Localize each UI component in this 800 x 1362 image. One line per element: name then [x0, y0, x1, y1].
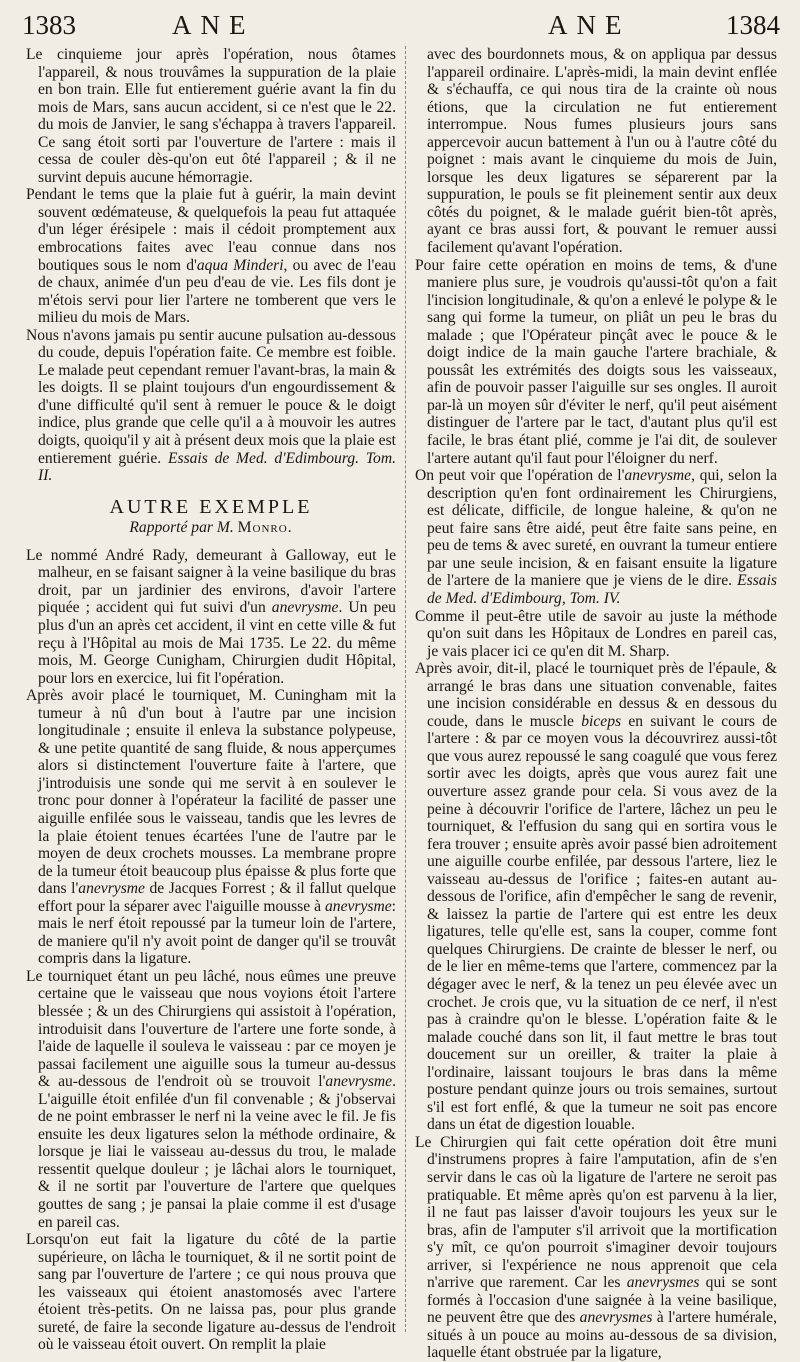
- paragraph: Lorsqu'on eut fait la ligature du côté de la partie supérieure, on lâcha le tourniquet, & il ne sortit point de sang par l'ouverture de l'artere ; ce qui nous prouva que les vaisseaux qui étoient anastomosés avec l'artere étoient très-petits. On ne laissa pas, pour plus grande sureté, de faire la seconde ligature au-dessus de l'endroit où le vaisseau étoit ouvert. On remplit la plaie: [26, 1231, 396, 1354]
- paragraph: Pendant le tems que la plaie fut à guérir, la main devint souvent œdémateuse, & quelquefois la peau fut attaquée d'un léger érésipele : mais il cédoit promptement aux embrocations faites avec l'eau connue dans nos boutiques sous le nom d'aqua Minderi, ou avec de l'eau de chaux, animée d'un peu d'eau de vie. Les fils dont je m'étois servi pour lier l'artere ne tomberent que vers le milieu du mois de Mars.: [26, 186, 396, 327]
- paragraph: Nous n'avons jamais pu sentir aucune pulsation au-dessous du coude, depuis l'opération faite. Ce membre est foible. Le malade peut cependant remuer l'avant-bras, la main & les doigts. Il se plaint toujours d'un engourdissement & d'une difficulté qu'il sent à remuer le pouce & le doigt indice, plus grande que celle qu'il a à mouvoir les autres doigts, quoiqu'il y ait à présent deux mois que la plaie est entierement guérie. Essais de Med. d'Edimbourg. Tom. II.: [26, 326, 396, 485]
- left-running-head: ANE: [172, 10, 255, 40]
- column-divider: [405, 46, 406, 1332]
- left-column: [26, 46, 396, 1354]
- paragraph: Le Chirurgien qui fait cette opération doit être muni d'instrumens propres à faire l'amputation, afin de s'en servir dans le cas où la ligature de l'artere ne seroit pas pratiquable. Et même après qu'on est parvenu à la lier, il ne faut pas laisser d'avoir toujours les yeux sur le bras, afin de l'amputer s'il arrivoit que la mortification s'y mît, ce qu'on pourroit s'imaginer devoir toujours arriver, si l'expérience ne nous apprenoit que cela n'arrive que rarement. Car les anevrysmes qui se sont formés à l'occasion d'une saignée à la veine basilique, ne peuvent être que des anevrysmes à l'artere humérale, situés à un pouce au moins au-dessous de sa division, laquelle étant obstruée par la ligature,: [415, 1133, 777, 1362]
- citation: Essais de Med. d'Edimbourg, Tom. IV.: [427, 572, 777, 607]
- paragraph: Le tourniquet étant un peu lâché, nous eûmes une preuve certaine que le vaisseau que nous voyions étoit l'artere blessée ; & un des Chirurgiens qui assistoit à l'opération, introduisit dans l'ouverture de l'artere une forte sonde, à l'aide de laquelle il souleva le vaisseau : par ce moyen je passai facilement une aiguille sous la tumeur au-dessus & au-dessous de l'endroit où se trouvoit l'anevrysme. L'aiguille étoit enfilée d'un fil convenable ; & j'observai de ne point embrasser le nerf ni la veine avec le fil. Je fis ensuite les deux ligatures selon la méthode ordinaire, & lorsque je liai le vaisseau au-dessus du trou, le malade ressentit quelque douleur ; je lâchai alors le tourniquet, & il ne sortit par l'ouverture de l'artere que quelques gouttes de sang ; je pansai la plaie comme il est d'usage en pareil cas.: [26, 967, 396, 1231]
- left-page-number: 1383: [22, 10, 76, 40]
- citation: Essais de Med. d'Edimbourg. Tom. II.: [38, 449, 396, 485]
- right-page-number: 1384: [726, 10, 780, 40]
- paragraph: Comme il peut-être utile de savoir au juste la méthode qu'on suit dans les Hôpitaux de Londres en pareil cas, je vais placer ici ce qu'en dit M. Sharp.: [415, 607, 777, 660]
- right-column: [415, 46, 777, 1362]
- paragraph: Le nommé André Rady, demeurant à Galloway, eut le malheur, en se faisant saigner à la veine basilique du bras droit, par un jardinier des environs, d'avoir l'artere piquée ; accident qui fut suivi d'un anevrysme. Un peu plus d'un an après cet accident, il vint en cette ville & fut reçu à l'Hôpital au mois de Mai 1735. Le 22. du même mois, M. George Cunigham, Chirurgien dudit Hôpital, pour lors en exercice, lui fit l'opération.: [26, 546, 396, 687]
- paragraph: Pour faire cette opération en moins de tems, & d'une maniere plus sure, je voudrois qu'aussi-tôt qu'on a fait l'incision longitudinale, & qu'on a enlevé le polype & le sang qui forme la tumeur, on pliât un peu le bras du malade ; que l'Opérateur pinçât avec le pouce & le doigt indice de la main gauche l'artere brachiale, & poussât les extrémités des doigts sous les vaisseaux, afin de pouvoir passer l'aiguille sur ses ongles. Il auroit par-là un moyen sûr d'éviter le nerf, qu'il peut aisément distinguer de l'artere par le tact, d'autant plus qu'il est facile, le bras étant plié, comme je l'ai dit, de soulever l'artere autant qu'il faut pour l'éloigner du nerf.: [415, 256, 777, 467]
- section-heading: AUTRE EXEMPLE: [109, 495, 313, 518]
- paragraph: Après avoir placé le tourniquet, M. Cuningham mit la tumeur à nû d'un bout à l'autre par une incision longitudinale ; ensuite il enleva la substance polypeuse, & une petite quantité de sang fluide, & nous apperçumes alors si distinctement l'ouverture faite à l'artere, que j'introduisis une sonde qui me servit à en soulever le tronc pour donner à l'opérateur la facilité de passer une aiguille enfilée sous le vaisseau, tandis que les levres de la plaie étoient tenues écartées l'une de l'autre par le moyen de deux crochets mousses. La membrane propre de la tumeur étoit beaucoup plus épaisse & plus forte que dans l'anevrysme de Jacques Forrest ; & il fallut quelque effort pour la séparer avec l'aiguille mousse à anevrysme: mais le nerf étoit repoussé par la tumeur loin de l'artere, de maniere qu'il n'y avoit point de danger qu'il se trouvât compris dans la ligature.: [26, 687, 396, 968]
- paragraph: avec des bourdonnets mous, & on appliqua par dessus l'appareil ordinaire. L'après-midi, la main devint enflée & s'échauffa, ce qui nous tira de la crainte où nous étions, que la circulation ne fut entierement interrompue. Nous fumes plusieurs jours sans appercevoir aucun battement à l'un ou à l'autre côté du poignet : mais avant le cinquieme du mois de Juin, lorsque les deux ligatures se séparerent par la suppuration, le pouls se fit pleinement sentir aux deux côtés du poignet, & le malade guérit bien-tôt après, ayant ce bras aussi fort, & pouvant le remuer aussi facilement qu'avant l'opération.: [427, 46, 777, 257]
- section-byline: Rapporté par M. Monro.: [129, 519, 293, 537]
- paragraph: Le cinquieme jour après l'opération, nous ôtames l'appareil, & nous trouvâmes la suppuration de la plaie en bon train. Elle fut entierement guérie avant la fin du mois de Mars, sans aucun accident, si ce n'est que le 22. du mois de Janvier, le sang s'échappa à travers l'appareil. Ce sang étoit sorti par l'ouverture de l'artere : mais il cessa de couler dès-qu'on eut ôté l'appareil ; & il ne survint depuis aucune hémorragie.: [26, 46, 396, 186]
- paragraph: Après avoir, dit-il, placé le tourniquet près de l'épaule, & arrangé le bras dans une situation convenable, faites une incision considérable en dessus & en dessous du coude, dans le muscle biceps en suivant le cours de l'artere : & par ce moyen vous la découvrirez aussi-tôt que vous aurez repoussé le sang coagulé que vous ferez sortir avec les doigts, après que vous aurez fait une ouverture assez grande pour cela. Si vous avez de la peine à découvrir l'orifice de l'artere, lâchez un peu le tourniquet, & l'effusion du sang qui en sortira vous le fera trouver ; ensuite après avoir passé bien adroitement une aiguille courbe enfilée, par dessous l'artere, liez le vaisseau au-dessus de l'orifice ; faites-en autant au-dessous de l'orifice, afin d'empêcher le sang de revenir, & laissez la partie de l'artere qui est entre les deux ligatures, telle qu'elle est, sans la couper, comme font quelques Chirurgiens. De crainte de blesser le nerf, ou de le lier en même-tems que l'artere, commencez par la dégager avec le nerf, & la tenez un peu élevée avec un crochet. Je crois que, vu la situation de ce nerf, il n'est pas à craindre qu'on le blesse. L'opération faite & le malade couché dans son lit, il faut mettre le bras tout doucement sur un oreiller, & traiter la plaie à l'ordinaire, laissant toujours le bras dans la même posture pendant quinze jours ou trois semaines, surtout s'il est fort enflé, & que la tumeur ne soit pas encore dans un état de digestion louable.: [415, 660, 777, 1134]
- right-running-head: ANE: [548, 10, 631, 40]
- paragraph: On peut voir que l'opération de l'anevrysme, qui, selon la description qu'en font ordinairement les Chirurgiens, est délicate, difficile, de longue haleine, & qu'on ne peut faire sans être aidé, peut être faite sans peine, en peu de tems & avec sureté, en ouvrant la tumeur entiere par une seule incision, & en faisant ensuite la ligature de l'artere de la maniere que je viens de le dire. Essais de Med. d'Edimbourg, Tom. IV.: [415, 467, 777, 607]
